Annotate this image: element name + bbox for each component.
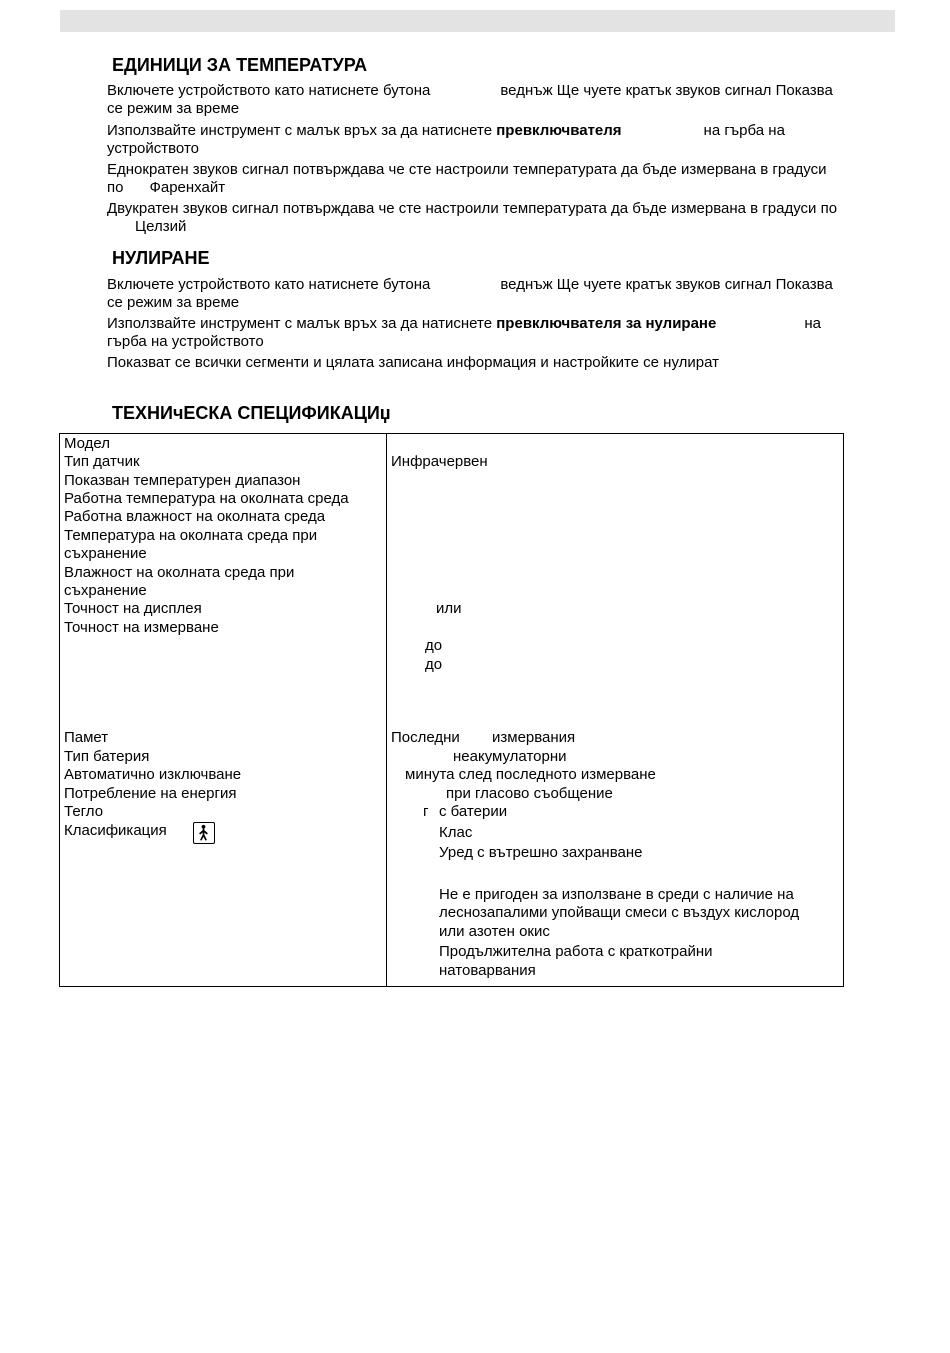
label-storage-temp: Температура на околната среда при	[64, 527, 318, 544]
value-power-consumption: при гласово съобщение	[446, 785, 613, 802]
temp-units-paragraph-3: Еднократен звуков сигнал потвърждава че сте настроили температурата да бъде измервана в градуси по Фаренхайт	[107, 161, 827, 196]
value-not-suitable-1: Не е пригоден за използване в среди с наличие на	[439, 886, 794, 903]
value-memory-measurements: измервания	[492, 729, 576, 746]
value-memory-last: Последни	[391, 729, 460, 746]
reset-paragraph-1: Включете устройството като натиснете бутона веднъж Ще чуете кратък звуков сигнал Показва се режим за време	[107, 276, 833, 311]
label-storage-temp-cont: съхранение	[64, 545, 147, 562]
label-auto-off: Автоматично изключване	[64, 766, 242, 783]
value-battery-type: неакумулаторни	[453, 748, 567, 765]
value-weight-batteries: с батерии	[439, 803, 508, 820]
value-not-suitable-2: леснозапалими упойващи смеси с въздух кислород	[439, 904, 800, 921]
heading-reset: НУЛИРАНЕ	[112, 248, 210, 268]
spec-labels-cell	[60, 434, 387, 987]
temp-units-paragraph-4: Двукратен звуков сигнал потвърждава че сте настроили температурата да бъде измервана в градуси по Целзий	[107, 200, 838, 235]
value-sensor-type: Инфрачервен	[391, 453, 488, 470]
type-bf-applied-part-icon	[193, 822, 215, 844]
value-operation-mode-2: натоварвания	[439, 962, 536, 979]
label-battery-type: Тип батерия	[64, 748, 150, 765]
label-operating-temp: Работна температура на околната среда	[64, 490, 349, 507]
temp-units-paragraph-1: Включете устройството като натиснете бутона веднъж Ще чуете кратък звуков сигнал Показва се режим за време	[107, 82, 833, 117]
label-display-accuracy: Точност на дисплея	[64, 600, 202, 617]
reset-paragraph-3: Показват се всички сегменти и цялата записана информация и настройките се нулират	[107, 354, 719, 371]
temp-units-paragraph-2: Използвайте инструмент с малък връх за да натиснете превключвателя на гърба на устройството	[107, 122, 785, 157]
label-classification: Класификация	[64, 822, 167, 839]
value-class: Клас	[439, 824, 473, 841]
spec-values-cell	[387, 434, 844, 987]
value-auto-off: минута след последното измерване	[405, 766, 656, 783]
value-range-to-1: до	[425, 637, 443, 654]
heading-temperature-units: ЕДИНИЦИ ЗА ТЕМПЕРАТУРА	[112, 55, 368, 75]
value-operation-mode-1: Продължителна работа с краткотрайни	[439, 943, 713, 960]
value-range-to-2: до	[425, 656, 443, 673]
label-storage-humidity: Влажност на околната среда при	[64, 564, 295, 581]
heading-tech-spec: ТЕХНИчЕСКА СПЕЦИФИКАЦИџ	[112, 403, 391, 423]
label-storage-humidity-cont: съхранение	[64, 582, 147, 599]
value-internal-power: Уред с вътрешно захранване	[439, 844, 643, 861]
label-power-consumption: Потребление на енергия	[64, 785, 237, 802]
spec-table	[59, 433, 844, 987]
label-memory: Памет	[64, 729, 109, 746]
reset-paragraph-2: Използвайте инструмент с малък връх за да натиснете превключвателя за нулиране на гърба на устройството	[107, 315, 821, 350]
header-bar	[60, 10, 895, 32]
label-displayed-range: Показван температурен диапазон	[64, 472, 301, 489]
value-not-suitable-3: или азотен окис	[439, 923, 550, 940]
value-weight-unit: г	[423, 803, 429, 820]
value-display-accuracy-or: или	[436, 600, 462, 617]
label-weight: Тегло	[64, 803, 104, 820]
label-operating-humidity: Работна влажност на околната среда	[64, 508, 326, 525]
label-measurement-accuracy: Точност на измерване	[64, 619, 219, 636]
label-model: Модел	[64, 435, 111, 452]
label-sensor-type: Тип датчик	[64, 453, 140, 470]
